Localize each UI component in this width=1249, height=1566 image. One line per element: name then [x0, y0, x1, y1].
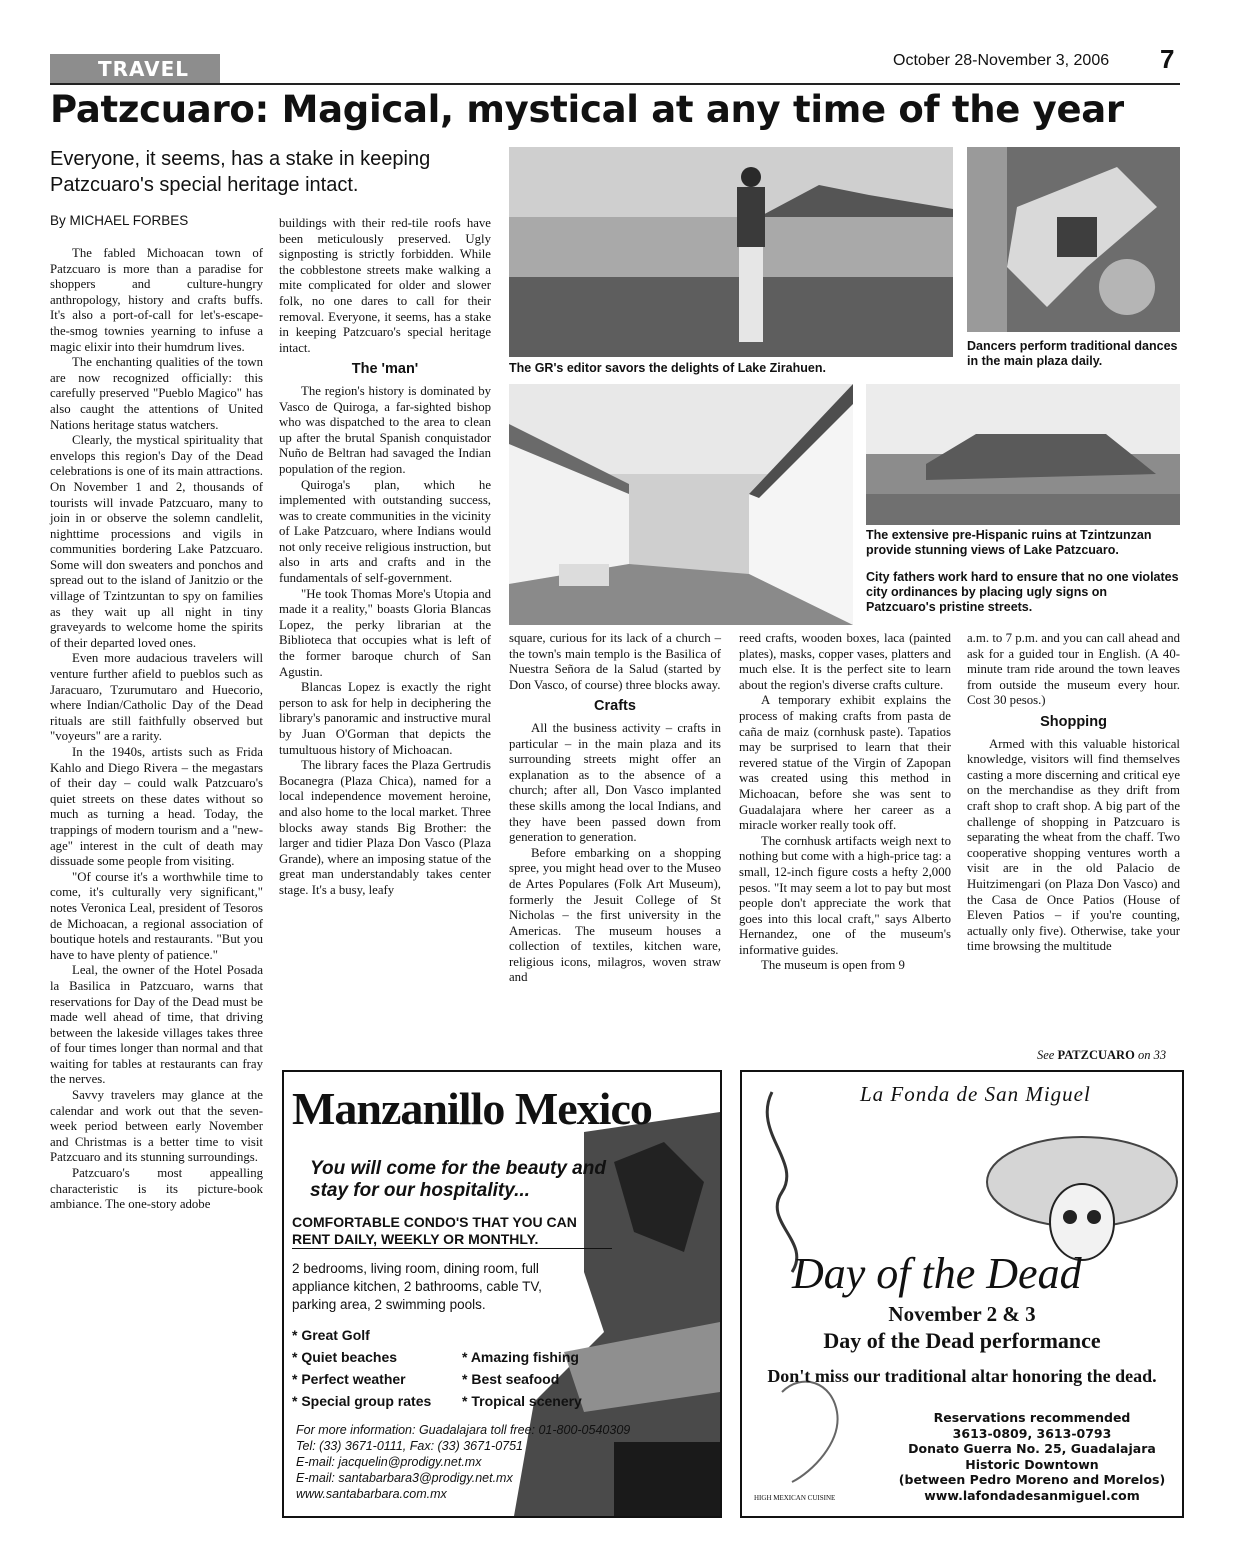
article-column-1: [50, 246, 263, 1213]
header-rule: [50, 83, 1180, 85]
ad-manzanillo-slogan: You will come for the beauty and stay for our hospitality...: [310, 1158, 606, 1201]
paragraph: All the business activity – crafts in particular – in the main plaza and its surrounding streets might offer an explanation as to the absence of a church; after all, Don Vasco implanted these skills among the local Indians, and they have been passed down from generation to generation.: [509, 720, 721, 845]
caption-street: City fathers work hard to ensure that no one violates city ordinances by placing ugly signs on Patzcuaro's pristine streets.: [866, 570, 1179, 614]
reservation-address: Donato Guerra No. 25, Guadalajara: [908, 1441, 1156, 1456]
paragraph: In the 1940s, artists such as Frida Kahlo and Diego Rivera – the megastars of their day – could walk Patzcuaro's quiet streets on these dates without so much as turning a head. Today, the trappings of modern tourism and a "new-age" interest in the cult of death may dissuade some people from visiting.: [50, 745, 263, 869]
ad-la-fonda-dates: November 2 & 3: [888, 1302, 1036, 1326]
contact-email[interactable]: E-mail: jacquelin@prodigy.net.mx: [296, 1455, 482, 1469]
caption-lake: The GR's editor savors the delights of Lake Zirahuen.: [509, 361, 826, 375]
photo-lake-zirahuen: [509, 147, 953, 357]
ad-la-fonda-event: Day of the Dead: [792, 1249, 1082, 1298]
photo-dancers: [967, 147, 1180, 332]
paragraph: buildings with their red-tile roofs have been meticulously preserved. Ugly signposting is strictly forbidden. While the cobblestone streets make walking a mite complicated for older and slower folk, no one dares to call for their removal. Everyone, it seems, has a stake in keeping Patzcuaro's special heritage intact.: [279, 216, 491, 355]
contact-line: Tel: (33) 3671-0111, Fax: (33) 3671-0751: [296, 1439, 523, 1453]
caption-dancers: Dancers perform traditional dances in the main plaza daily.: [967, 339, 1178, 368]
ad-la-fonda-name: La Fonda de San Miguel: [860, 1082, 1091, 1106]
dancers-image: [967, 147, 1180, 332]
paragraph: The region's history is dominated by Vasco de Quiroga, a far-sighted bishop who was dispatched to the area to clean up after the brutal Spanish conquistador Nuño de Beltran had savaged the Indian population of the region.: [279, 383, 491, 476]
feature-item: * Quiet beaches: [292, 1349, 398, 1365]
paragraph: A temporary exhibit explains the process of making crafts from pasta de caña de maiz (cornhusk paste). Tapatios may be surprised to learn that their revered statue of the Virgin of Zapopan was created using this method in Michoacan, before she was sent to Guadalajara where her career as a miracle worker really took off.: [739, 693, 951, 833]
reservation-phone: 3613-0809, 3613-0793: [952, 1425, 1112, 1441]
street-image: [509, 384, 853, 625]
reservation-line: Historic Downtown: [965, 1456, 1099, 1472]
caption-ruins: The extensive pre-Hispanic ruins at Tzintzunzan provide stunning views of Lake Patzcuaro.: [866, 528, 1152, 557]
paragraph: reed crafts, wooden boxes, laca (painted plates), masks, copper vases, platters and much else. It is the perfect site to learn about the region's diverse crafts culture.: [739, 631, 951, 692]
ad-manzanillo-details: 2 bedrooms, living room, dining room, full appliance kitchen, 2 bathrooms, cable TV, parking area, 2 swimming pools.: [292, 1261, 542, 1312]
feature-item: * Special group rates: [292, 1393, 432, 1409]
ad-manzanillo: [282, 1070, 722, 1518]
contact-line: For more information: Guadalajara toll free: 01-800-0540309: [296, 1423, 631, 1437]
paragraph: Clearly, the mystical spirituality that envelops this region's Day of the Dead celebrations is one of its main attractions. On November 1 and 2, thousands of tourists will invade Patzcuaro, many to join in or observe the solemn candlelit, nighttime processions and vigils in communities bordering Lake Patzcuaro. Some will don sweaters and ponchos and spread out to the island of Janitzio or the village of Tzintzuntan to spy on families as they wait up all night in tiny graveyards to welcome home the spirits of their departed loved ones.: [50, 433, 263, 650]
subhead-shopping: Shopping: [1040, 713, 1107, 730]
feature-item: * Tropical scenery: [462, 1393, 582, 1409]
paragraph: square, curious for its lack of a church – the town's main templo is the Basilica of Nuestra Señora de la Salud (started by Don Vasco, of course) three blocks away.: [509, 631, 721, 692]
continued-on-reference: [1037, 1048, 1166, 1063]
paragraph: The fabled Michoacan town of Patzcuaro is more than a paradise for shoppers and culture-hungry anthropology, history and crafts buffs. It's also a port-of-call for let's-escape-the-smog townies yearning to infuse a magic elixir into their humdrum lives.: [50, 246, 263, 354]
paragraph: The enchanting qualities of the town are now recognized officially: this carefully preserved "Pueblo Magico" has also caught the attentions of United Nations heritage status watchers.: [50, 355, 263, 432]
paragraph: The museum is open from 9: [761, 958, 905, 973]
continued-word: PATZCUARO: [1057, 1048, 1135, 1062]
photo-street: [509, 384, 853, 625]
paragraph: Quiroga's plan, which he implemented with outstanding success, was to create communities in the vicinity of Lake Patzcuaro, where Indians would not only receive religious instruction, but also in arts and crafts and in the fundamentals of self-government.: [279, 477, 491, 586]
paragraph: "He took Thomas More's Utopia and made it a reality," boasts Gloria Blancas Lopez, the perky librarian at the Biblioteca that occupies what is left of the former baroque church of San Agustin.: [279, 586, 491, 679]
ad-la-fonda-reservations: [882, 1410, 1182, 1503]
reservation-website[interactable]: www.lafondadesanmiguel.com: [924, 1487, 1140, 1503]
continued-see: See: [1037, 1048, 1055, 1062]
contact-website[interactable]: www.santabarbara.com.mx: [296, 1487, 447, 1501]
ad-la-fonda: [740, 1070, 1184, 1518]
paragraph: Patzcuaro's most appealling characteristic is its picture-book ambiance. The one-story adobe: [50, 1166, 263, 1212]
reservation-line: (between Pedro Moreno and Morelos): [898, 1472, 1166, 1487]
issue-date: October 28-November 3, 2006: [893, 52, 1110, 69]
ad-la-fonda-performance: Day of the Dead performance: [823, 1328, 1101, 1353]
paragraph: Leal, the owner of the Hotel Posada la Basilica in Patzcuaro, warns that reservations for Day of the Dead must be made well ahead of time, that driving between the lakeside villages takes three of four times longer than normal and that waiting for tables at restaurants can fray the nerves.: [50, 963, 263, 1087]
subhead-the-man: The 'man': [351, 361, 419, 378]
ad-la-fonda-cuisine: HIGH MEXICAN CUISINE: [754, 1494, 836, 1502]
paragraph: Before embarking on a shopping spree, you might head over to the Museo de Artes Populares (Folk Art Museum), formerly the Jesuit College of St Nicholas – the first university in the Americas. The museum houses a collection of textiles, kitchen ware, religious icons, milagros, woven straw and: [509, 845, 721, 985]
article-byline: By MICHAEL FORBES: [50, 213, 189, 228]
article-column-2: [279, 216, 491, 899]
lake-scene-image: [509, 147, 953, 357]
continued-page: on 33: [1137, 1048, 1167, 1062]
page-number: 7: [1160, 44, 1175, 74]
reservation-line: Reservations recommended: [933, 1410, 1131, 1425]
feature-item: * Perfect weather: [292, 1371, 406, 1387]
feature-item: * Best seafood: [462, 1371, 560, 1387]
ad-manzanillo-contact: [296, 1422, 630, 1502]
feature-item: * Amazing fishing: [462, 1349, 579, 1365]
photo-ruins: [866, 384, 1180, 525]
article-column-3: [509, 631, 721, 986]
paragraph: Blancas Lopez is exactly the right person to ask for help in deciphering the library's panoramic and instructive mural by Juan O'Gorman that depicts the tumultuous history of Michoacan.: [279, 680, 491, 757]
paragraph: a.m. to 7 p.m. and you can call ahead and ask for a guided tour in English. (A 40-minute tram ride around the town leaves from outside the museum every hour. Cost 30 pesos.): [967, 631, 1180, 708]
feature-item: * Great Golf: [292, 1327, 370, 1343]
paragraph: Armed with this valuable historical knowledge, visitors will find themselves casting a more discerning and critical eye on the merchandise as they drift from craft shop to craft shop. A big part of the challenge of shopping in Patzcuaro is separating the wheat from the chaff. Two cooperative shopping ventures worth a visit are in the old Palacio de Huitzimengari (on Plaza Don Vasco) and the Casa de Once Patios (House of Eleven Patios – if you're counting, actually only five). Otherwise, take your time browsing the multitude: [967, 736, 1180, 954]
ad-manzanillo-title: Manzanillo Mexico: [292, 1083, 652, 1134]
article-column-5: [967, 631, 1180, 955]
ruins-image: [866, 384, 1180, 525]
article-column-4: [739, 631, 951, 974]
section-tag: TRAVEL: [50, 54, 220, 84]
paragraph: Even more audacious travelers will venture further afield to pueblos such as Jaracuaro, Tzurumutaro and Huecorio, where Indian/Catholic Day of the Dead rituals are still faithfully observed but "voyeurs" are a rarity.: [50, 651, 263, 744]
ad-la-fonda-altar: Don't miss our traditional altar honoring the dead.: [767, 1366, 1157, 1386]
paragraph: The library faces the Plaza Gertrudis Bocanegra (Plaza Chica), named for a local independence movement heroine, and also home to the local market. Three blocks away stands Big Brother: the larger and tidier Plaza Don Vasco (Plaza Grande), where an imposing statue of the great man understandably takes center stage. It's a busy, leafy: [279, 758, 491, 897]
article-deck: Everyone, it seems, has a stake in keeping Patzcuaro's special heritage intact.: [50, 148, 431, 196]
article-headline: Patzcuaro: Magical, mystical at any time of the year: [50, 88, 1124, 131]
paragraph: The cornhusk artifacts weigh next to nothing but come with a high-price tag: a small, 12-inch figure costs a hefty 2,000 pesos. "It may seem a lot to pay but most people don't appreciate the work that goes into this local craft," says Alberto Hernandez, one of the museum's informative guides.: [739, 833, 951, 957]
paragraph: Savvy travelers may glance at the calendar and work out that the seven-week period between early November and Christmas is a better time to visit Patzcuaro and its stunning surroundings.: [50, 1088, 263, 1165]
ad-manzanillo-headline: COMFORTABLE CONDO'S THAT YOU CAN RENT DAILY, WEEKLY OR MONTHLY.: [292, 1214, 612, 1249]
contact-email[interactable]: E-mail: santabarbara3@prodigy.net.mx: [296, 1471, 513, 1485]
subhead-crafts: Crafts: [594, 698, 636, 715]
paragraph: "Of course it's a worthwhile time to come, it's culturally very significant," notes Veronica Leal, president of Tesoros de Michoacan, a regional association of boutique hotels and restaurants. "But you have to have plenty of patience.": [50, 869, 263, 962]
